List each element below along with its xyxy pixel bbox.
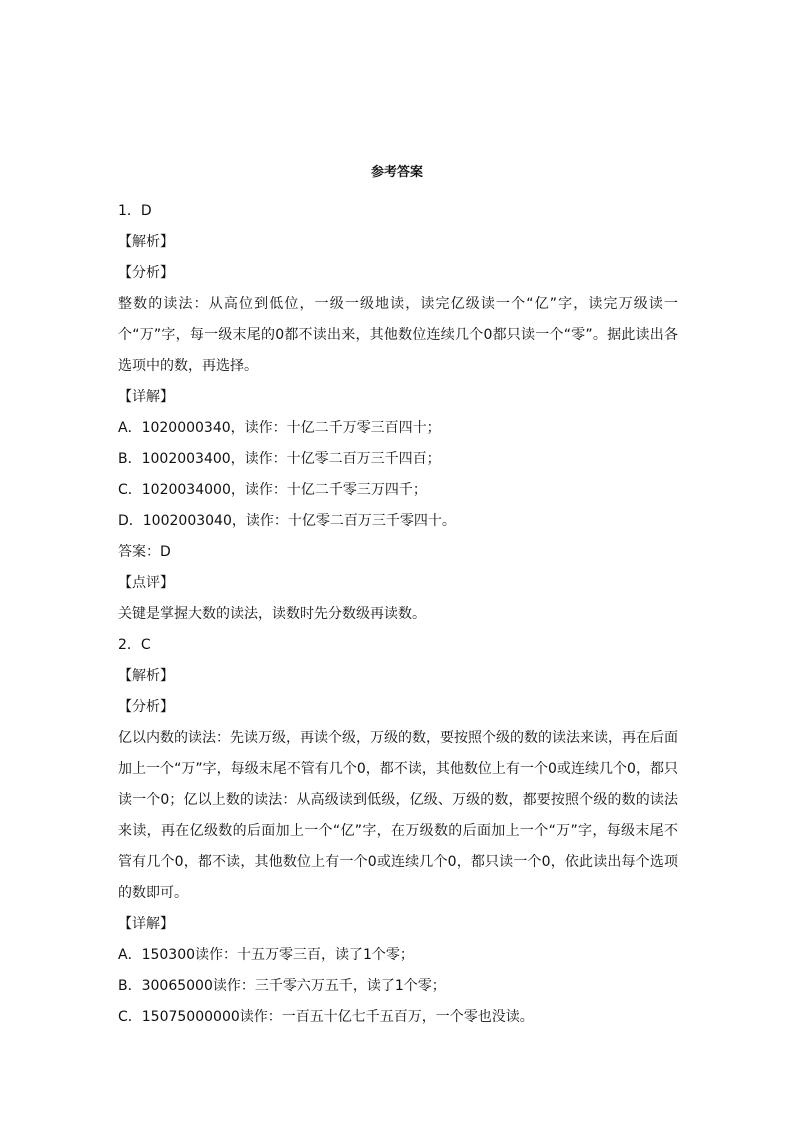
- q1-analysis-text: 整数的读法：从高位到低位，一级一级地读，读完亿级读一个“亿”字，读完万级读一个“万”字，每一级末尾的0都不读出来，其他数位连续几个0都只读一个“零”。据此读出各选项中的数，再选择。: [118, 296, 678, 374]
- q1-dianping-heading: 【点评】: [118, 575, 174, 591]
- q1-answer-line: 1．D: [118, 203, 152, 219]
- q1-final-answer: 答案：D: [118, 544, 171, 560]
- q1-option-a: A．1020000340，读作：十亿二千万零三百四十；: [118, 420, 441, 436]
- q2-answer-line: 2．C: [118, 637, 151, 653]
- q1-comment-text: 关键是掌握大数的读法，读数时先分数级再读数。: [118, 606, 426, 622]
- answer-content: [118, 196, 678, 1033]
- q1-option-d: D．1002003040，读作：十亿零二百万三千零四十。: [118, 513, 456, 529]
- q2-jiexi-heading: 【解析】: [118, 668, 174, 684]
- q2-option-c: C．15075000000读作：一百五十亿七千五百万，一个零也没读。: [118, 1009, 534, 1025]
- q1-fenxi-heading: 【分析】: [118, 265, 174, 281]
- q2-fenxi-heading: 【分析】: [118, 699, 174, 715]
- q2-option-a: A．150300读作：十五万零三百，读了1个零；: [118, 947, 414, 963]
- q1-option-b: B．1002003400，读作：十亿零二百万三千四百；: [118, 451, 441, 467]
- q2-analysis-text: 亿以内数的读法：先读万级，再读个级，万级的数，要按照个级的数的读法来读，再在后面加上一个“万”字，每级末尾不管有几个0，都不读，其他数位上有一个0或连续几个0，都只读一个0；亿以上数的读法：从高级读到低级，亿级、万级的数，都要按照个级的数的读法来读，再在亿级数的后面加上一个“亿”字，在万级数的后面加上一个“万”字，每级末尾不管有几个0，都不读，其他数位上有一个0或连续几个0，都只读一个0，依此读出每个选项的数即可。: [118, 730, 678, 901]
- page-title: 参考答案: [370, 165, 423, 180]
- q1-xiangjie-heading: 【详解】: [118, 389, 174, 405]
- q2-option-b: B．30065000读作：三千零六万五千，读了1个零；: [118, 978, 446, 994]
- q1-option-c: C．1020034000，读作：十亿二千零三万四千；: [118, 482, 427, 498]
- q2-xiangjie-heading: 【详解】: [118, 916, 174, 932]
- q1-jiexi-heading: 【解析】: [118, 234, 174, 250]
